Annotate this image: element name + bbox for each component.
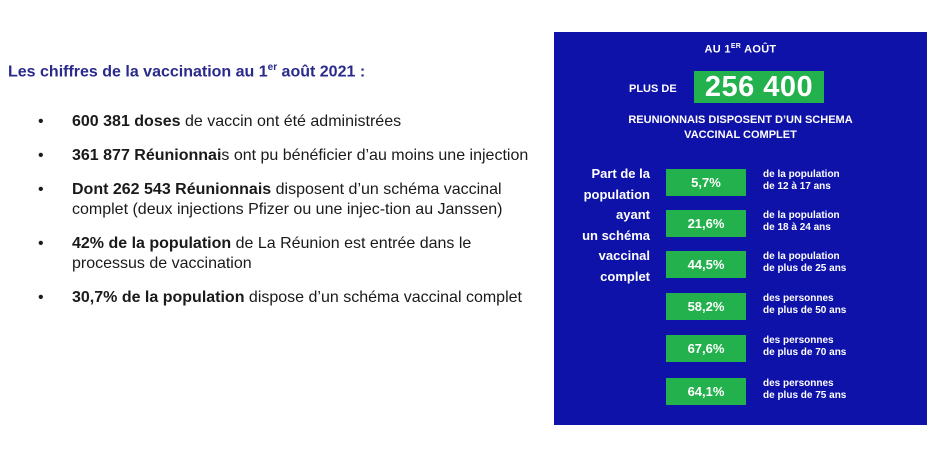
bullet-bold: 42% de la population (72, 235, 232, 252)
stat-label-line: des personnes (763, 293, 834, 304)
stat-label (763, 378, 913, 402)
stat-label-line: de la population (763, 210, 840, 221)
stat-label-line: de plus de 70 ans (763, 347, 847, 358)
stat-percent: 67,6% (666, 335, 746, 362)
stat-label-line: de plus de 75 ans (763, 390, 847, 401)
bullet-bold: 600 381 doses (72, 113, 181, 130)
bullet-bold: Dont 262 543 Réunionnais (72, 181, 272, 198)
stat-label-line: de plus de 25 ans (763, 263, 847, 274)
vaccination-panel (554, 32, 927, 425)
bullet-item (34, 180, 544, 220)
bullet-text: s ont pu bénéficier d’au moins une injection (221, 147, 529, 164)
page-heading (8, 62, 365, 81)
stat-label (763, 251, 913, 275)
stat-label (763, 169, 913, 193)
stat-label-line: de plus de 50 ans (763, 305, 847, 316)
bullet-item (34, 146, 544, 166)
stat-label-line: de 12 à 17 ans (763, 181, 831, 192)
part-label-line: population (583, 186, 650, 202)
big-number: 256 400 (694, 71, 824, 103)
stat-label-line: des personnes (763, 378, 834, 389)
plus-de-label: PLUS DE (629, 83, 677, 95)
stat-label-line: de la population (763, 169, 840, 180)
stat-percent: 5,7% (666, 169, 746, 196)
bullet-text: disposent d’un schéma vaccinal complet (deux injections Pfizer ou une injec-tion au Janssen) (72, 181, 503, 218)
part-label (560, 164, 650, 288)
stat-row (666, 293, 916, 323)
description-line: REUNIONNAIS DISPOSENT D’UN SCHEMA (628, 114, 853, 126)
description-line: VACCINAL COMPLET (684, 129, 797, 141)
stat-label-line: des personnes (763, 335, 834, 346)
panel-description (574, 113, 907, 143)
part-label-line: Part de la (591, 166, 650, 181)
bullet-item (34, 288, 544, 308)
part-label-line: complet (600, 268, 650, 284)
heading-end: août 2021 : (277, 63, 366, 81)
part-label-line: ayant (616, 207, 650, 223)
part-label-line: un schéma (582, 227, 650, 243)
stat-label (763, 293, 913, 317)
stat-row (666, 335, 916, 365)
bullet-bold: 361 877 Réunionnai (72, 147, 222, 164)
stat-label (763, 335, 913, 359)
panel-date (554, 43, 927, 56)
stat-row (666, 210, 916, 240)
part-label-line: vaccinal (598, 248, 650, 264)
panel-date-sup: ER (730, 43, 742, 50)
stat-percent: 64,1% (666, 378, 746, 405)
stat-row (666, 378, 916, 408)
stat-percent: 58,2% (666, 293, 746, 320)
heading-main: Les chiffres de la vaccination au 1 (8, 63, 268, 81)
bullet-text: de vaccin ont été administrées (180, 113, 402, 130)
panel-date-main: AU 1 (704, 43, 731, 56)
bullet-text: de La Réunion est entrée dans le processus de vaccination (72, 235, 472, 272)
stat-label-line: de 18 à 24 ans (763, 222, 831, 233)
panel-date-end: AOÛT (741, 43, 777, 56)
bullet-item (34, 234, 544, 274)
bullet-list (34, 112, 544, 322)
bullet-text: dispose d’un schéma vaccinal complet (244, 289, 522, 306)
bullet-item (34, 112, 544, 132)
heading-sup: er (267, 62, 278, 73)
stat-percent: 44,5% (666, 251, 746, 278)
stat-label-line: de la population (763, 251, 840, 262)
stat-percent: 21,6% (666, 210, 746, 237)
stat-row (666, 251, 916, 281)
stat-label (763, 210, 913, 234)
bullet-bold: 30,7% de la population (72, 289, 245, 306)
stat-row (666, 169, 916, 199)
